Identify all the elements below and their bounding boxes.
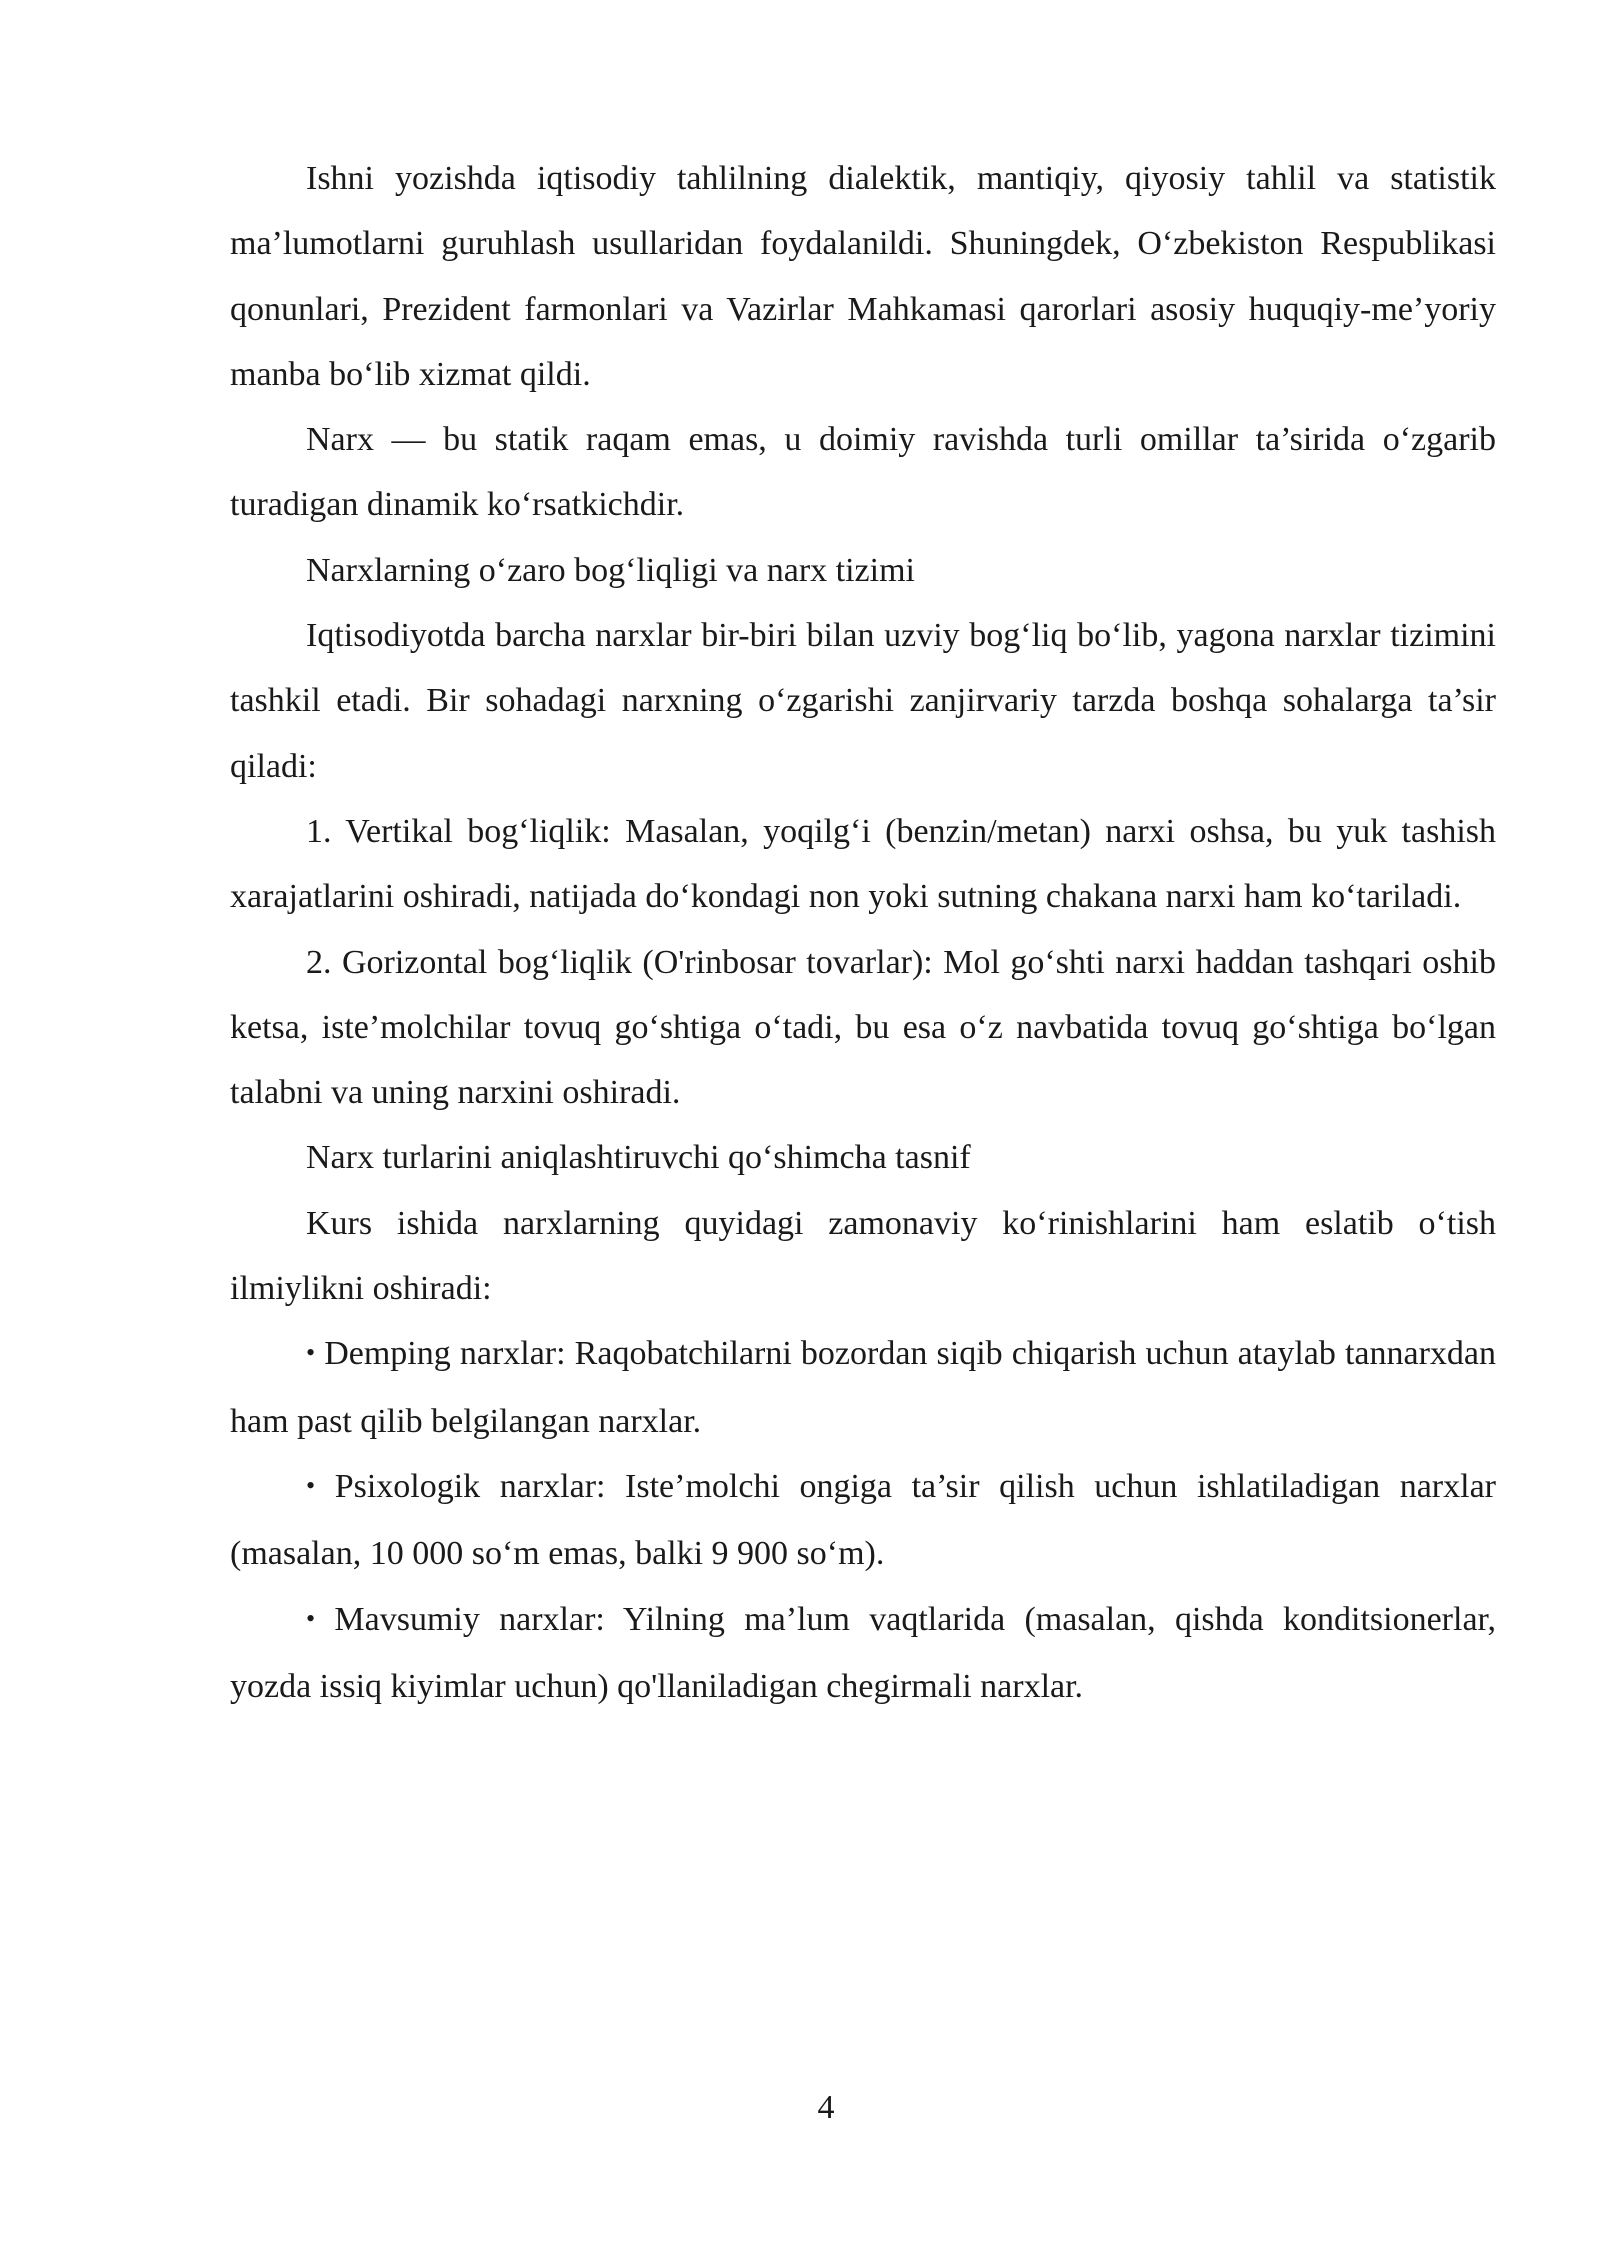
- paragraph-methods: Ishni yozishda iqtisodiy tahlilning dialektik, mantiqiy, qiyosiy tahlil va statistik ma’lumotlarni guruhlash usullaridan foydalanildi. Shuningdek, O‘zbekiston Respublikasi qonunlari, Prezident farmonlari va Vazirlar Mahkamasi qarorlari asosiy huquqiy-me’yoriy manba bo‘lib xizmat qildi.: [230, 160, 1496, 393]
- document-body: [230, 146, 1496, 1719]
- list-item-vertical: 1. Vertikal bog‘liqlik: Masalan, yoqilg‘i (benzin/metan) narxi oshsa, bu yuk tashish xarajatlarini oshiradi, natijada do‘kondagi non yoki sutning chakana narxi ham ko‘tariladi.: [230, 812, 1496, 916]
- paragraph-price-interdependence: Iqtisodiyotda barcha narxlar bir-biri bilan uzviy bog‘liq bo‘lib, yagona narxlar tizimini tashkil etadi. Bir sohadagi narxning o‘zgarishi zanjirvariy tarzda boshqa sohalarga ta’sir qiladi:: [230, 617, 1496, 785]
- bullet-text: Mavsumiy narxlar: Yilning ma’lum vaqtlarida (masalan, qishda konditsionerlar, yozda issiq kiyimlar uchun) qo'llaniladigan chegirmali narxlar.: [230, 1600, 1497, 1705]
- bullet-icon: •: [306, 1603, 316, 1633]
- paragraph-modern-types-intro: Kurs ishida narxlarning quyidagi zamonaviy ko‘rinishlarini ham eslatib o‘tish ilmiylikni oshiradi:: [230, 1204, 1496, 1308]
- list-item-horizontal: 2. Gorizontal bog‘liqlik (O'rinbosar tovarlar): Mol go‘shti narxi haddan tashqari oshib ketsa, iste’molchilar tovuq go‘shtiga o‘tadi, bu esa o‘z navbatida tovuq go‘shtiga bo‘lgan talabni va uning narxini oshiradi.: [230, 943, 1496, 1112]
- bullet-text: Psixologik narxlar: Iste’molchi ongiga ta’sir qilish uchun ishlatiladigan narxlar (masalan, 10 000 so‘m emas, balki 9 900 so‘m).: [230, 1467, 1496, 1573]
- bullet-item-dumping: [230, 1321, 1496, 1454]
- bullet-text: Demping narxlar: Raqobatchilarni bozordan siqib chiqarish uchun ataylab tannarxdan ham past qilib belgilangan narxlar.: [230, 1335, 1496, 1440]
- page-number: 4: [817, 2089, 835, 2126]
- bullet-icon: •: [306, 1338, 316, 1368]
- paragraph-price-definition: Narx — bu statik raqam emas, u doimiy ravishda turli omillar ta’sirida o‘zgarib turadigan dinamik ko‘rsatkichdir.: [230, 421, 1496, 524]
- section-heading-classification: Narx turlarini aniqlashtiruvchi qo‘shimcha tasnif: [306, 1139, 971, 1177]
- bullet-icon: •: [306, 1470, 316, 1500]
- bullet-item-psychological: [230, 1454, 1496, 1587]
- section-heading-price-system: Narxlarning o‘zaro bog‘liqligi va narx tizimi: [306, 551, 915, 589]
- bullet-item-seasonal: [230, 1587, 1496, 1720]
